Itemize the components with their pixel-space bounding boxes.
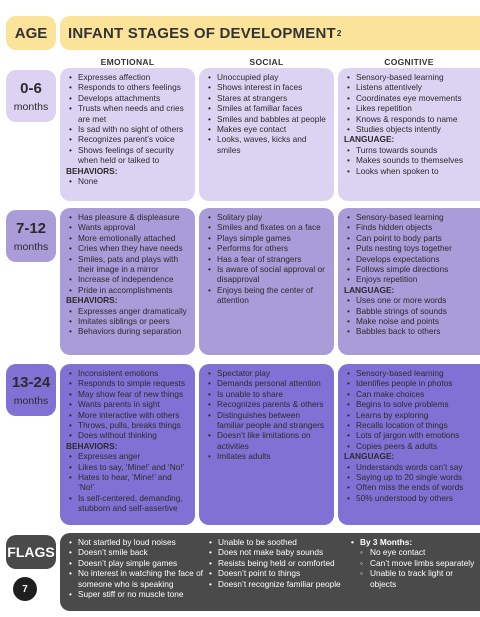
list-item: • Likes repetition	[344, 103, 474, 113]
list-item: • Pride in accomplishments	[66, 285, 189, 295]
language-label: LANGUAGE:	[344, 284, 395, 295]
list-item: • Cries when they have needs	[66, 243, 189, 253]
cell-13-24-social	[199, 364, 334, 525]
list-item: • Doesn’t recognize familiar people	[206, 579, 342, 589]
list-item: • Responds to simple requests	[66, 378, 189, 388]
age-range: 0-6	[20, 79, 42, 97]
list-item: • Makes sounds to themselves	[344, 155, 474, 165]
list-item: • Looks when spoken to	[344, 166, 474, 176]
list-item: • Unoccupied play	[205, 72, 328, 82]
list-item: • Imitates adults	[205, 451, 328, 461]
list-item: • Resists being held or comforted	[206, 558, 342, 568]
list-item: • Sensory-based learning	[344, 368, 474, 378]
list-item: • Does without thinking	[66, 430, 189, 440]
column-header-social: SOCIAL	[249, 57, 284, 67]
list-item: • None	[66, 176, 189, 186]
list-item: • Finds hidden objects	[344, 222, 474, 232]
list-item: • Smiles and fixates on a face	[205, 222, 328, 232]
flags-panel	[60, 533, 480, 611]
list-item: • Smiles and babbles at people	[205, 114, 328, 124]
cell-0-6-emotional	[60, 68, 195, 201]
list-item: • Wants approval	[66, 222, 189, 232]
list-item: • Makes eye contact	[205, 124, 328, 134]
list-item: • Copies peers & adults	[344, 441, 474, 451]
list-item: • Sensory-based learning	[344, 212, 474, 222]
list-item: • Identifies people in photos	[344, 378, 474, 388]
list-item: ◦ Unable to track light or objects	[348, 568, 476, 589]
list-item: • Turns towards sounds	[344, 145, 474, 155]
list-item: • Expresses anger	[66, 451, 189, 461]
list-item: • Knows & responds to name	[344, 114, 474, 124]
list-item: • Throws, pulls, breaks things	[66, 420, 189, 430]
column-header-emotional: EMOTIONAL	[100, 57, 155, 67]
list-item: • Sensory-based learning	[344, 72, 474, 82]
list-item: • Studies objects intently	[344, 124, 474, 134]
age-tab-0-6	[6, 70, 56, 122]
list-item: • May show fear of new things	[66, 389, 189, 399]
age-tab-13-24	[6, 364, 56, 416]
page-title	[60, 16, 480, 50]
cell-7-12-social	[199, 208, 334, 355]
list-item: • Understands words can’t say	[344, 462, 474, 472]
age-unit: months	[13, 394, 49, 407]
list-item: ◦ Can’t move limbs separately	[348, 558, 476, 568]
age-unit: months	[13, 100, 49, 113]
list-item: • Smiles, pats and plays with their image in a mirror	[66, 254, 189, 275]
list-item: • Expresses affection	[66, 72, 189, 82]
age-unit: months	[13, 240, 49, 253]
list-item: • Shows feelings of security when held or talked to	[66, 145, 189, 166]
list-item: • No interest in watching the face of someone who is speaking	[66, 568, 206, 589]
list-item: • Inconsistent emotions	[66, 368, 189, 378]
list-item: • Smiles at familiar faces	[205, 103, 328, 113]
flags-label: FLAGS	[7, 543, 55, 560]
list-item: • Expresses anger dramatically	[66, 306, 189, 316]
list-item: • Unable to be soothed	[206, 537, 342, 547]
list-item: • Coordinates eye movements	[344, 93, 474, 103]
title-text: INFANT STAGES OF DEVELOPMENT	[68, 24, 336, 42]
language-label: LANGUAGE:	[344, 134, 395, 145]
list-item: • Recognizes parent’s voice	[66, 134, 189, 144]
list-item: • More emotionally attached	[66, 233, 189, 243]
list-item: • Doesn’t like limitations on activities	[205, 430, 328, 451]
list-item: • Puts nesting toys together	[344, 243, 474, 253]
cell-0-6-social	[199, 68, 334, 201]
behaviors-label: BEHAVIORS:	[66, 295, 118, 306]
page-number: 7	[13, 577, 37, 601]
list-item: • Likes to say, ‘Mine!’ and ‘No!’	[66, 462, 189, 472]
cell-13-24-cognitive	[338, 364, 480, 525]
list-item: • Learns by exploring	[344, 410, 474, 420]
list-item: • Performs for others	[205, 243, 328, 253]
list-item: • Listens attentively	[344, 82, 474, 92]
list-item: • Often miss the ends of words	[344, 482, 474, 492]
list-item: • Uses one or more words	[344, 295, 474, 305]
list-item: • Has pleasure & displeasure	[66, 212, 189, 222]
list-item: • Begins to solve problems	[344, 399, 474, 409]
list-item: • Is sad with no sight of others	[66, 124, 189, 134]
list-item: • Behaviors during separation	[66, 326, 189, 336]
list-item: • Plays simple games	[205, 233, 328, 243]
list-item: • Enjoys repetition	[344, 274, 474, 284]
list-item: • Babbles back to others	[344, 326, 474, 336]
cell-7-12-cognitive	[338, 208, 480, 355]
behaviors-label: BEHAVIORS:	[66, 165, 118, 176]
cell-13-24-emotional	[60, 364, 195, 525]
language-label: LANGUAGE:	[344, 451, 395, 462]
column-header-cognitive: COGNITIVE	[384, 57, 434, 67]
list-item: • Spectator play	[205, 368, 328, 378]
list-item: • 50% understood by others	[344, 493, 474, 503]
list-item: • Can point to body parts	[344, 233, 474, 243]
list-item: • Develops attachments	[66, 93, 189, 103]
age-range: 7-12	[15, 219, 47, 237]
list-item: • Lots of jargon with emotions	[344, 430, 474, 440]
age-header: AGE	[6, 16, 56, 50]
list-item: • Saying up to 20 single words	[344, 472, 474, 482]
list-item: ◦ No eye contact	[348, 547, 476, 557]
list-item: • Hates to hear, ‘Mine!’ and ‘No!’	[66, 472, 189, 493]
list-item: • Super stiff or no muscle tone	[66, 589, 206, 599]
list-item: • Doesn’t smile back	[66, 547, 206, 557]
list-item: • Wants parents in sight	[66, 399, 189, 409]
list-item: • Doesn’t point to things	[206, 568, 342, 578]
list-item: • Not startled by loud noises	[66, 537, 206, 547]
list-item: • Trusts when needs and cries are met	[66, 103, 189, 124]
list-item: • Doesn’t play simple games	[66, 558, 206, 568]
flags-column-3	[348, 537, 476, 589]
list-item: • Distinguishes between familiar people and strangers	[205, 410, 328, 431]
flags-column-2	[206, 537, 342, 589]
age-tab-7-12	[6, 210, 56, 262]
flags-tab	[6, 535, 56, 569]
age-range: 13-24	[11, 373, 51, 391]
list-item: • Increase of independence	[66, 274, 189, 284]
list-item: • Solitary play	[205, 212, 328, 222]
list-item: • Does not make baby sounds	[206, 547, 342, 557]
list-item: • Has a fear of strangers	[205, 254, 328, 264]
list-item: • Imitates siblings or peers	[66, 316, 189, 326]
list-item: • Babble strings of sounds	[344, 306, 474, 316]
list-item: • Looks, waves, kicks and smiles	[205, 134, 328, 155]
list-item: • Demands personal attention	[205, 378, 328, 388]
list-item: • Make noise and points	[344, 316, 474, 326]
list-item: • Shows interest in faces	[205, 82, 328, 92]
list-item: • Enjoys being the center of attention	[205, 285, 328, 306]
list-item: • Is aware of social approval or disapproval	[205, 264, 328, 285]
title-footnote-marker: 2	[336, 28, 342, 38]
flags-column-1	[66, 537, 206, 599]
flags-subheading: • By 3 Months:	[348, 537, 476, 547]
list-item: • Can make choices	[344, 389, 474, 399]
list-item: • Is self-centered, demanding, stubborn and self-assertive	[66, 493, 189, 514]
list-item: • Recognizes parents & others	[205, 399, 328, 409]
list-item: • Develops expectations	[344, 254, 474, 264]
list-item: • More interactive with others	[66, 410, 189, 420]
list-item: • Is unable to share	[205, 389, 328, 399]
list-item: • Follows simple directions	[344, 264, 474, 274]
cell-7-12-emotional	[60, 208, 195, 355]
list-item: • Recalls location of things	[344, 420, 474, 430]
list-item: • Stares at strangers	[205, 93, 328, 103]
behaviors-label: BEHAVIORS:	[66, 440, 118, 451]
list-item: • Responds to others feelings	[66, 82, 189, 92]
cell-0-6-cognitive	[338, 68, 480, 201]
